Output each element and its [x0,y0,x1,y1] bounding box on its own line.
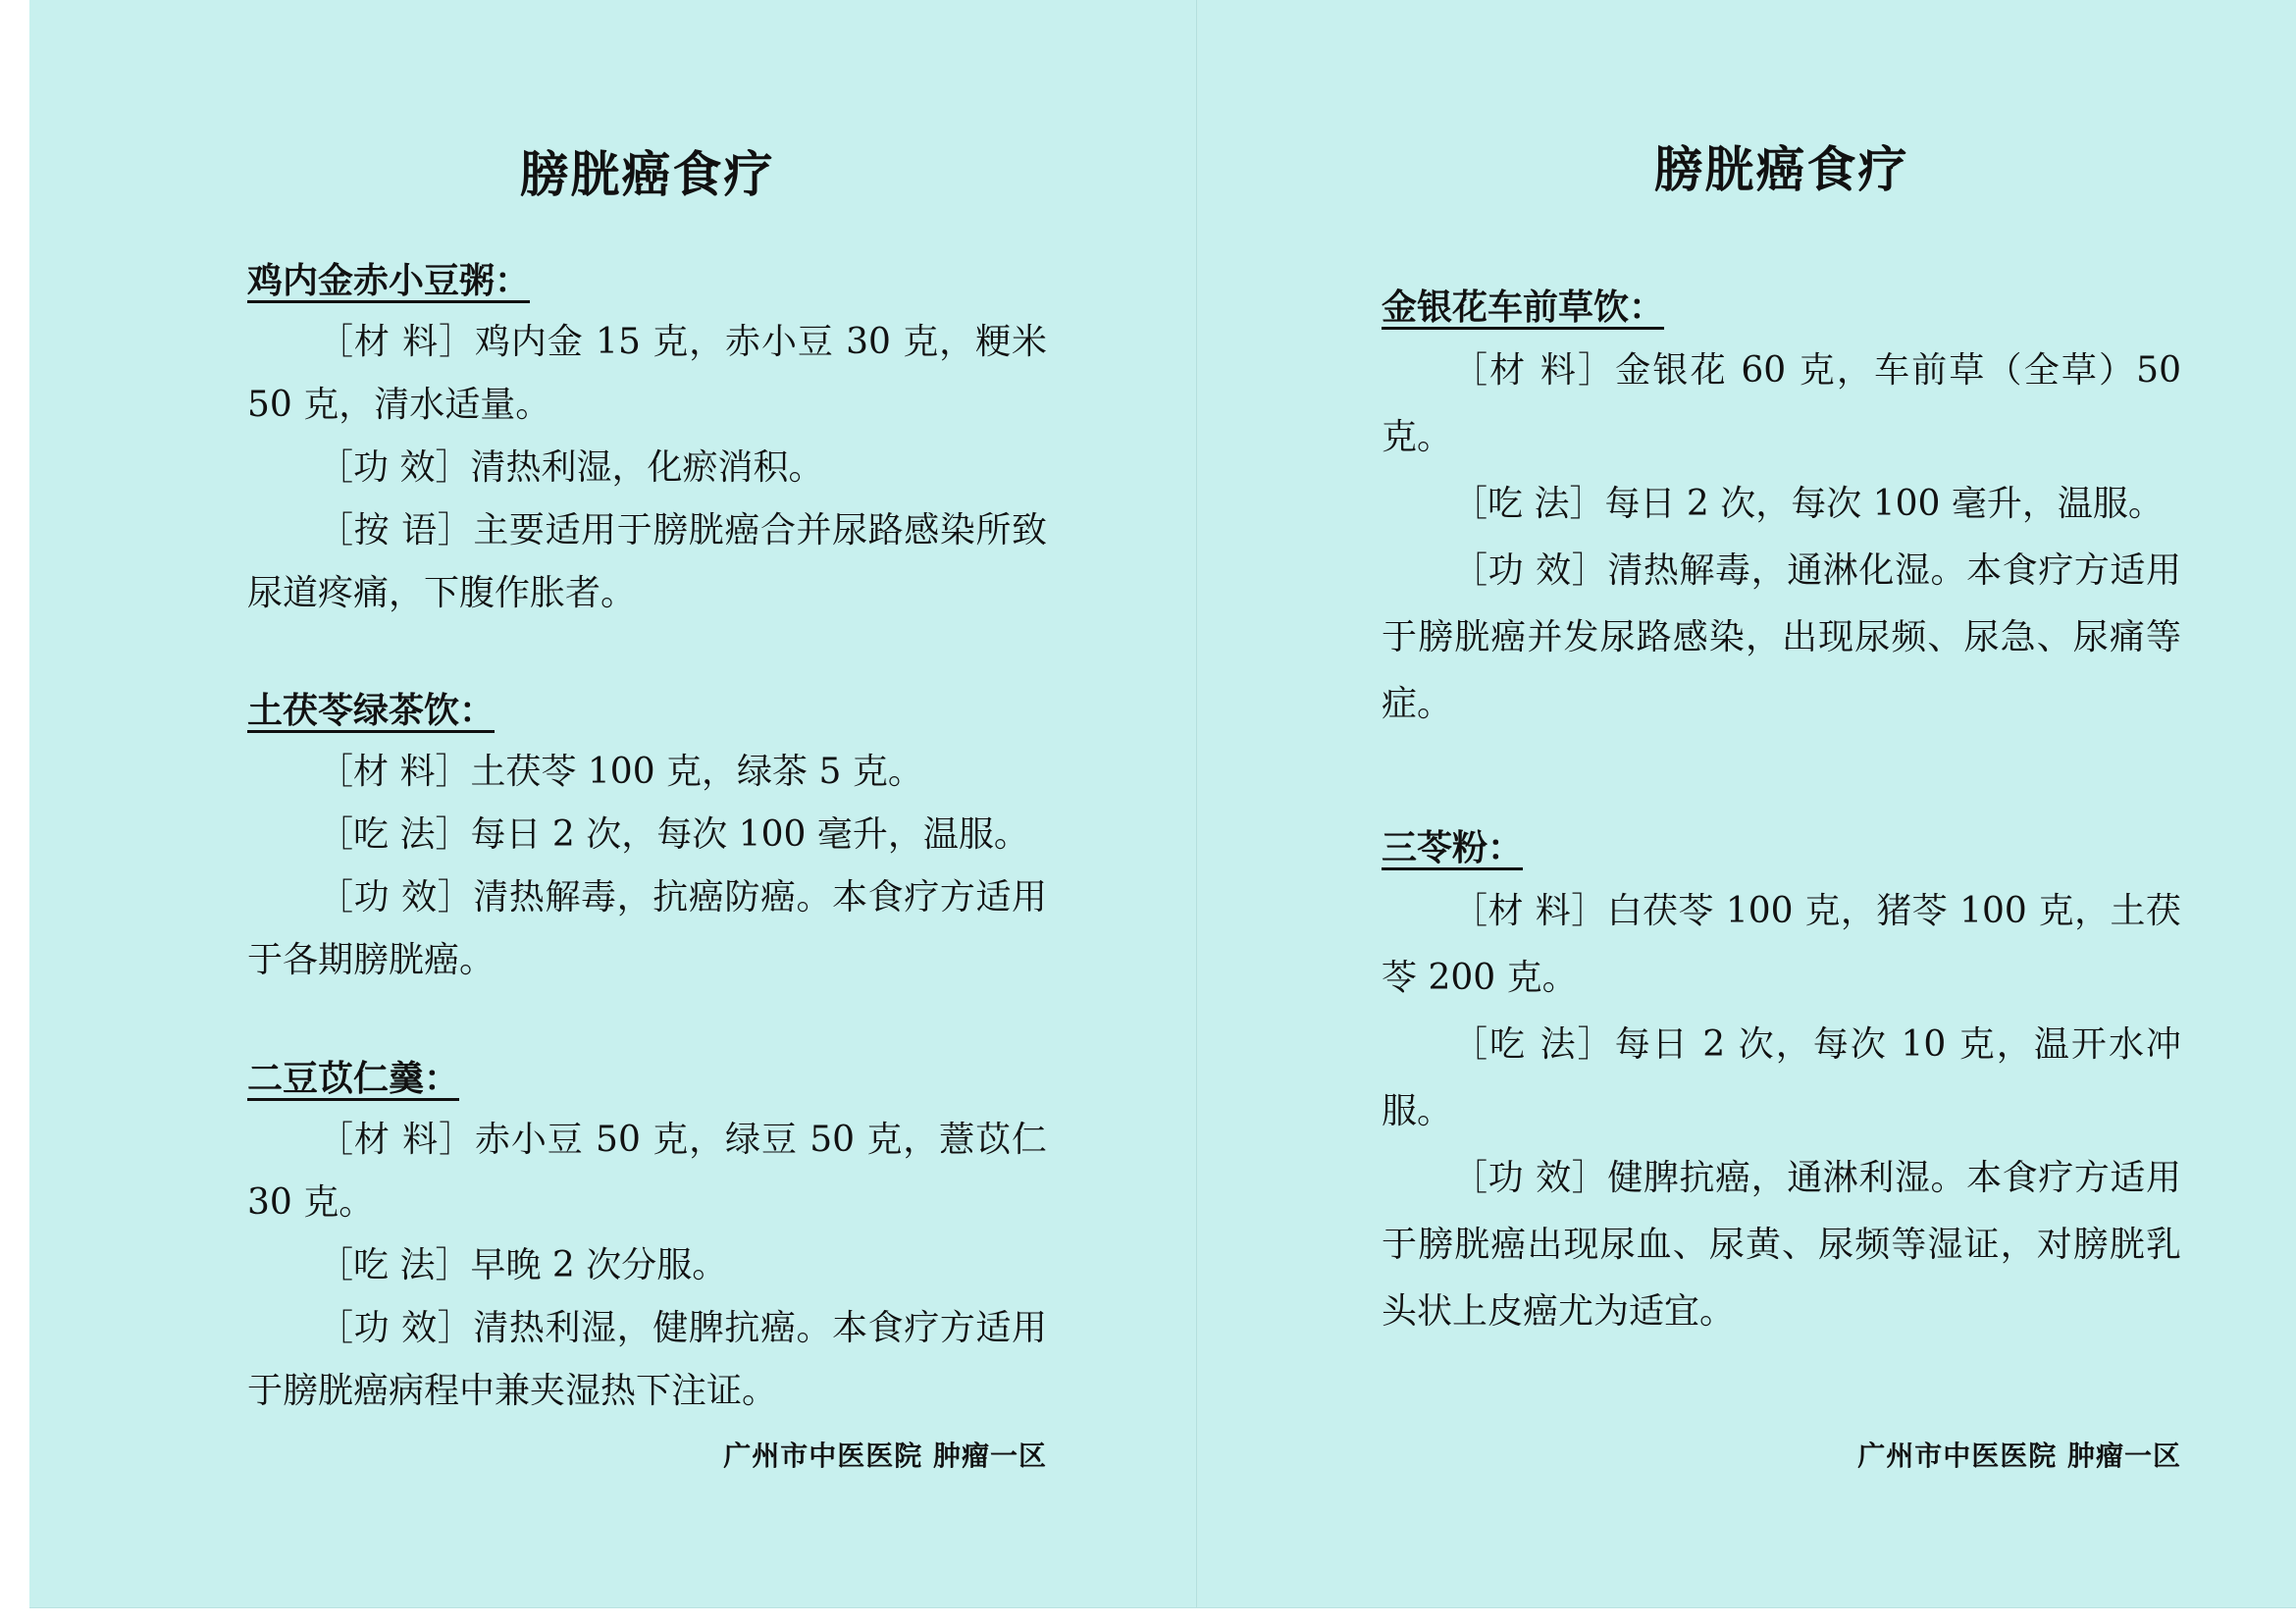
recipe-paragraph: ［材 料］赤小豆 50 克，绿豆 50 克，薏苡仁 30 克。 [247,1120,1047,1223]
recipe-section [1382,277,2181,738]
recipe-paragraph: ［材 料］金银花 60 克，车前草（全草）50 克。 [1382,350,2181,457]
recipe-paragraph: ［功 效］清热解毒，抗癌防癌。本食疗方适用于各期膀胱癌。 [247,877,1047,980]
page-fold [1196,0,1198,1607]
recipe-name: 鸡内金赤小豆粥： [247,260,531,301]
recipe-name: 土茯苓绿茶饮： [247,690,496,731]
document-sheet [29,0,2296,1608]
right-page [1382,0,2181,1570]
recipe-paragraph: ［材 料］白茯苓 100 克，猪苓 100 克，土茯苓 200 克。 [1382,891,2181,998]
recipe-paragraph: ［功 效］清热解毒，通淋化湿。本食疗方适用于膀胱癌并发尿路感染，出现尿频、尿急、尿痛等症。 [1382,550,2181,724]
recipe-paragraph: ［吃 法］早晚 2 次分服。 [318,1245,728,1285]
hospital-footer: 广州市中医医院 肿瘤一区 [1857,1440,2181,1472]
left-page [247,0,1047,1570]
recipe-paragraph: ［材 料］土茯苓 100 克，绿茶 5 克。 [318,752,923,792]
recipe-section [247,250,1047,625]
recipe-name: 三苓粉： [1382,827,1524,868]
recipe-paragraph: ［功 效］健脾抗癌，通淋利湿。本食疗方适用于膀胱癌出现尿血、尿黄、尿频等湿证，对膀胱乳头状上皮癌尤为适宜。 [1382,1158,2181,1332]
recipe-paragraph: ［功 效］清热利湿，健脾抗癌。本食疗方适用于膀胱癌病程中兼夹湿热下注证。 [247,1308,1047,1411]
recipe-name: 金银花车前草饮： [1382,287,1665,328]
hospital-footer: 广州市中医医院 肿瘤一区 [723,1440,1047,1472]
recipe-name: 二豆苡仁羹： [247,1058,460,1099]
page-title: 膀胱癌食疗 [519,145,775,203]
recipe-paragraph: ［吃 法］每日 2 次，每次 100 毫升，温服。 [318,814,1029,855]
recipe-paragraph: ［功 效］清热利湿，化瘀消积。 [318,447,824,488]
recipe-paragraph: ［吃 法］每日 2 次，每次 100 毫升，温服。 [1452,484,2164,524]
recipe-paragraph: ［材 料］鸡内金 15 克，赤小豆 30 克，粳米 50 克，清水适量。 [247,322,1047,425]
recipe-section [1382,817,2181,1345]
recipe-paragraph: ［吃 法］每日 2 次，每次 10 克，温开水冲服。 [1382,1024,2181,1131]
recipe-section [247,680,1047,992]
recipe-paragraph: ［按 语］主要适用于膀胱癌合并尿路感染所致尿道疼痛，下腹作胀者。 [247,510,1047,613]
recipe-section [247,1048,1047,1423]
page-title: 膀胱癌食疗 [1653,140,1909,198]
